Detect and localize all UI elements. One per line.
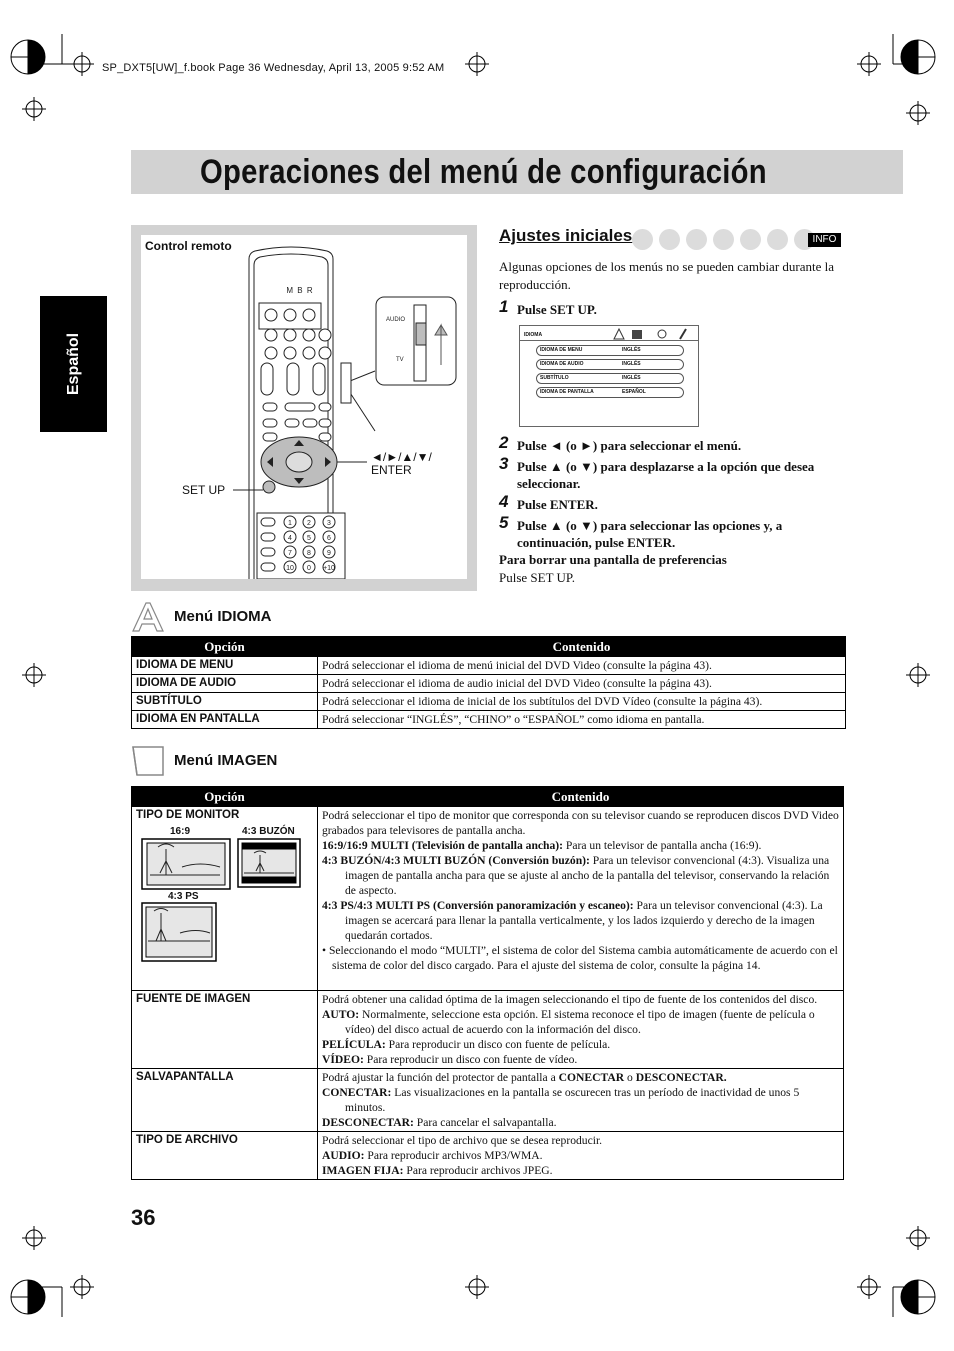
decor-dot xyxy=(767,229,788,250)
step-5: 5 Pulse ▲ (o ▼) para seleccionar las opciones y, a continuación, pulse ENTER. xyxy=(499,513,783,550)
step-2: 2 Pulse ◄ (o ►) para seleccionar el menú. xyxy=(499,433,742,453)
col-content: Contenido xyxy=(318,637,846,657)
remote-audio-label: AUDIO xyxy=(386,317,406,323)
table-row: IDIOMA DE MENU Podrá seleccionar el idioma de menú inicial del DVD Video (consulte la página 43). xyxy=(132,657,846,675)
setup-label: SET UP xyxy=(182,483,226,497)
table-row: TIPO DE ARCHIVO Podrá seleccionar el tipo de archivo que se desea reproducir. AUDIO: Para reproducir archivos MP3/WMA. IMAGEN FIJA: Para reproducir archivos JPEG. xyxy=(132,1132,844,1180)
idioma-heading: Menú IDIOMA xyxy=(174,608,272,625)
decor-dot xyxy=(632,229,653,250)
step-1: 1 Pulse SET UP. xyxy=(499,297,597,317)
svg-text:+10: +10 xyxy=(323,565,335,572)
ajustes-intro: Algunas opciones de los menús no se pueden cambiar durante la reproducción. xyxy=(499,259,835,292)
img-label-buzon: 4:3 BUZÓN xyxy=(242,826,295,837)
remote-tv-label: TV xyxy=(396,357,404,363)
col-option: Opción xyxy=(132,787,318,807)
table-row: FUENTE DE IMAGEN Podrá obtener una calidad óptima de la imagen seleccionando el tipo de fuente de los contenidos del disco. AUTO: Normalmente, seleccione esta opción. El sistema reconoce el tipo de imagen (fuente de película o vídeo) del disco actual de acuerdo con la información del disco. PELÍCULA: Para reproducir un disco con fuente de película. VÍDEO: Para reproducir un disco con fuente de vídeo. xyxy=(132,991,844,1069)
monitor-type-illustrations xyxy=(136,837,316,967)
remote-illustration xyxy=(141,235,467,579)
svg-text:0: 0 xyxy=(307,565,311,572)
tipo-monitor-option: TIPO DE MONITOR xyxy=(136,809,240,821)
table-row: SALVAPANTALLA Podrá ajustar la función del protector de pantalla a CONECTAR o DESCONECTAR. CONECTAR: Las visualizaciones en la pantalla se oscurecen tras un período de inactividad de unos 5 minutos. DESCONECTAR: Para cancelar el salvapantalla. xyxy=(132,1069,844,1132)
svg-text:8: 8 xyxy=(307,550,311,557)
setup-screen: IDIOMA IDIOMA DE MENU INGLÉS IDIOMA DE AUDIO INGLÉS SUBTÍTULO INGLÉS IDIOMA DE PANTALLA ESPAÑOL xyxy=(519,325,699,427)
language-tab-label: Español xyxy=(64,332,82,396)
remote-label: Control remoto xyxy=(145,239,232,253)
img-label-ps: 4:3 PS xyxy=(168,891,199,902)
svg-text:9: 9 xyxy=(327,550,331,557)
decor-dot xyxy=(740,229,761,250)
table-row: SUBTÍTULO Podrá seleccionar el idioma de inicial de los subtítulos del DVD Vídeo (consulte la página 43). xyxy=(132,693,846,711)
clear-heading: Para borrar una pantalla de preferencias xyxy=(499,552,727,567)
svg-text:5: 5 xyxy=(307,535,311,542)
col-content: Contenido xyxy=(318,787,844,807)
page-number: 36 xyxy=(131,1205,156,1230)
step-4: 4 Pulse ENTER. xyxy=(499,492,598,512)
clear-text: Pulse SET UP. xyxy=(499,570,575,585)
imagen-heading: Menú IMAGEN xyxy=(174,752,278,769)
enter-label: ENTER xyxy=(371,463,412,477)
arrows-label: ◄/►/▲/▼/ xyxy=(371,450,432,464)
decor-dot xyxy=(713,229,734,250)
setup-tab-label: IDIOMA xyxy=(524,332,543,338)
svg-text:10: 10 xyxy=(286,565,294,572)
idioma-table xyxy=(131,636,846,729)
svg-text:3: 3 xyxy=(327,520,331,527)
language-tab xyxy=(40,296,107,432)
step-3: 3 Pulse ▲ (o ▼) para desplazarse a la opción que desea seleccionar. xyxy=(499,454,815,491)
svg-text:4: 4 xyxy=(288,535,292,542)
imagen-table xyxy=(131,786,844,1180)
col-option: Opción xyxy=(132,637,318,657)
table-row: TIPO DE MONITOR 16:9 4:3 BUZÓN 4:3 PS Podrá seleccionar el tipo de monitor que corresponda con su televisor cuando se reproducen discos DVD Video grabados para televisores de pantalla ancha. 16:9/16:9 MULTI (Televisión de pantalla ancha): Para un televisor de pantalla ancha (16:9). 4:3 BUZÓN/4:3 MULTI BUZÓN (Conversión buzón): Para un televisor convencional (4:3). Visualiza una imagen de pantalla ancha para que se ajuste al ancho de la pantalla del televisor, conservando la relación de aspecto. 4:3 PS/4:3 MULTI PS (Conversión panoramización y escaneo): Para un televisor convencional (4:3). La imagen se acercará para llenar la pantalla verticalmente, y los lados izquierdo y derecho de la imagen quedarán cortados. • Seleccionando el modo “MULTI”, el sistema de color del Sistema cambia automáticamente de acuerdo con el sistema de color del disco cargado. Para el ajuste del sistema de color, consulte la página 14. xyxy=(132,807,844,991)
idioma-icon xyxy=(131,601,165,633)
ajustes-heading: Ajustes iniciales xyxy=(499,226,633,245)
imagen-icon xyxy=(131,745,165,777)
svg-text:1: 1 xyxy=(288,520,292,527)
file-info: SP_DXT5[UW]_f.book Page 36 Wednesday, April 13, 2005 9:52 AM xyxy=(102,62,445,74)
img-label-169: 16:9 xyxy=(170,826,191,837)
svg-text:6: 6 xyxy=(327,535,331,542)
setup-tab-icons xyxy=(610,327,698,341)
svg-text:2: 2 xyxy=(307,520,311,527)
svg-text:7: 7 xyxy=(288,550,292,557)
remote-brand: M B R xyxy=(286,286,314,295)
page-title: Operaciones del menú de configuración xyxy=(200,153,767,191)
decor-dot xyxy=(686,229,707,250)
info-badge: INFO xyxy=(808,233,841,247)
decor-dot xyxy=(659,229,680,250)
table-row: IDIOMA DE AUDIO Podrá seleccionar el idioma de audio inicial del DVD Video (consulte la página 43). xyxy=(132,675,846,693)
table-row: IDIOMA EN PANTALLA Podrá seleccionar “INGLÉS”, “CHINO” o “ESPAÑOL” como idioma en pantalla. xyxy=(132,711,846,729)
